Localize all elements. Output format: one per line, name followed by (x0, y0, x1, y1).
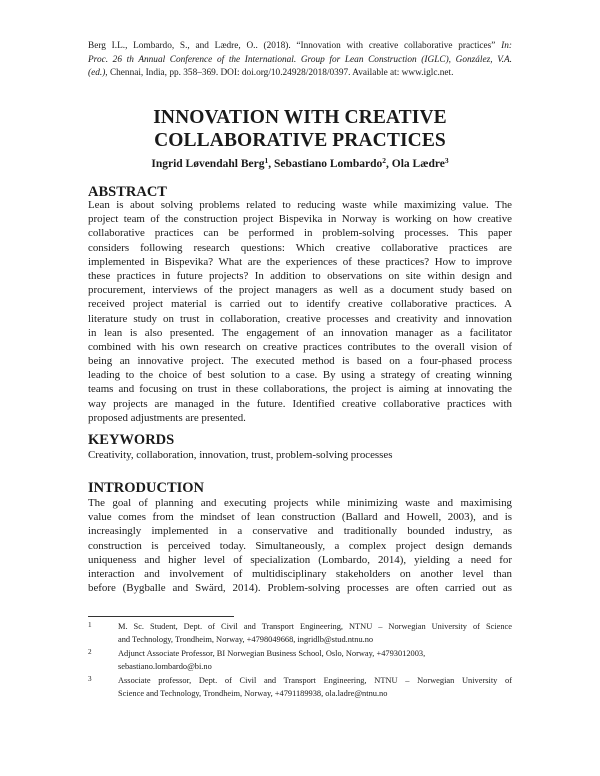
abstract-line: procurement, interviews of the project managers as well as a document study based on (88, 284, 512, 297)
abstract-line: received project material is carried out to identify creative collaborative practices. A (88, 298, 512, 311)
footnote-line: Adjunct Associate Professor, BI Norwegian Business School, Oslo, Norway, +4793012003, (118, 649, 426, 658)
abstract-heading: ABSTRACT (88, 184, 167, 200)
author-list (60, 158, 540, 170)
introduction-line: value comes from the mindset of lean construction (Ballard and Howell, 2003), and is (88, 511, 512, 524)
footnote-line: Associate professor, Dept. of Civil and Transport Engineering, NTNU – Norwegian University of (118, 676, 512, 685)
citation-proceedings: Proc. 26 th Annual Conference of the International. Group for Lean Construction (IGLC), González, V.A. (88, 54, 512, 65)
author-name: Ingrid Løvendahl Berg (151, 158, 265, 170)
introduction-line: uniqueness and higher level of specialization (Lombardo, 2014), yielding a need for (88, 553, 512, 566)
footnote-number: 2 (88, 648, 92, 656)
footnote-line: M. Sc. Student, Dept. of Civil and Transport Engineering, NTNU – Norwegian University of Science (118, 622, 512, 631)
footnote-text (118, 648, 512, 673)
title-line-2: COLLABORATIVE PRACTICES (154, 130, 446, 151)
footnote-text (118, 621, 512, 646)
abstract-line: proposed adjustments are presented. (88, 411, 246, 424)
footnote-text (118, 675, 512, 700)
abstract-line: teams and focusing on trust in these collaborations, the project is aiming at innovating the (88, 383, 512, 396)
keywords-heading: KEYWORDS (88, 432, 175, 448)
citation-text: Berg I.L., Lombardo, S., and Lædre, O.. (2018). “Innovation with creative collaborative practices” (88, 41, 496, 51)
introduction-line: interaction and involvement of multidisciplinary stakeholders on another level than (88, 567, 512, 580)
citation-line-1 (88, 40, 512, 54)
abstract-line: considers following research questions: Which creative collaborative practices are (88, 241, 512, 254)
author-affiliation-marker: 1 (264, 156, 269, 165)
author-affiliation-marker: 3 (444, 156, 449, 165)
abstract-line: implemented in Bispevika? What are the experiences of these practices? How to improve (88, 255, 512, 268)
citation-line-2 (88, 54, 512, 68)
footnote-line: Science and Technology, Trondheim, Norway, +4791189938, ola.ladre@ntnu.no (118, 688, 388, 698)
author-name: Sebastiano Lombardo (273, 158, 383, 170)
citation-location: Chennai, India, pp. 358–369. DOI: doi.org/10.24928/2018/0397. Available at: www.iglc.net. (109, 68, 454, 79)
abstract-line: project team of the construction project Bispevika in Norway is working on how creative (88, 213, 512, 226)
abstract-line: way projects are managed in the future. Identified creative collaborative practices with (88, 397, 512, 410)
abstract-line: combined with his own research on creative practices contributes to the overall vision of (88, 340, 512, 353)
abstract-line: literature study on trust in collaboration, creative processes and creativity and innovation (88, 312, 512, 325)
abstract-line: being an innovative project. The executed method is based on a four-phased process (88, 355, 512, 368)
abstract-line: leading to the choice of best solution to a case. By using a strategy of creating winning (88, 369, 512, 382)
citation-header (88, 40, 512, 81)
author-separator: , (386, 158, 392, 170)
introduction-line: increasingly implemented in a conservative and traditionally bounded industry, as (88, 525, 512, 538)
footnote-number: 1 (88, 621, 92, 629)
abstract-line: in lean is also presented. The engagement of an innovation manager as a facilitator (88, 326, 512, 339)
introduction-body (88, 496, 512, 595)
citation-in: In: (501, 41, 513, 51)
abstract-line: Lean is about solving problems related to reducing waste while maximizing value. The (88, 199, 512, 211)
abstract-line: collaborative practices can be performed in problem-solving processes. This paper (88, 227, 512, 240)
footnote-divider (88, 616, 234, 617)
author-separator: , (268, 158, 274, 170)
footnote-line: and Technology, Trondheim, Norway, +4798049668, ingridlb@stud.ntnu.no (118, 634, 374, 644)
introduction-heading: INTRODUCTION (88, 480, 205, 496)
title-line-1: INNOVATION WITH CREATIVE (153, 107, 447, 128)
abstract-body (88, 198, 512, 425)
footnote-line: sebastiano.lombardo@bi.no (118, 661, 212, 671)
footnote-number: 3 (88, 675, 92, 683)
introduction-line: construction is perceived today. Simultaneously, a complex project design demands (88, 539, 512, 552)
citation-editor: (ed.), (88, 68, 108, 79)
author-affiliation-marker: 2 (382, 156, 387, 165)
keywords-text: Creativity, collaboration, innovation, trust, problem-solving processes (88, 449, 393, 461)
abstract-line: these practices in future projects? In addition to observations on site within design and (88, 269, 512, 282)
author-name: Ola Lædre (391, 158, 445, 170)
introduction-line: before (Bygballe and Swärd, 2014). Problem-solving processes are often carried out as (88, 582, 512, 595)
introduction-line: The goal of planning and executing projects while minimizing waste and maximising (88, 497, 512, 509)
citation-line-3 (88, 67, 512, 81)
paper-title (60, 106, 540, 152)
